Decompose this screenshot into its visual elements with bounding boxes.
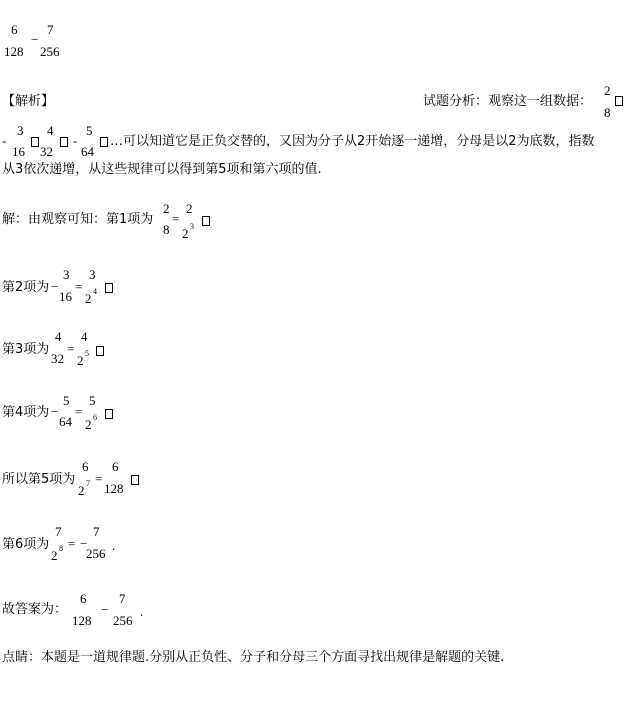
answer-denominator-1: 128 [72, 613, 92, 628]
term2-base: 2 [85, 291, 92, 306]
fraction-2-denominator: 16 [12, 144, 25, 159]
term3-label: 第3项为 [2, 342, 50, 357]
term2-equals: = [75, 279, 83, 294]
term2-label: 第2项为 [2, 280, 50, 295]
term3-exponent: 5 [85, 349, 89, 358]
middle-minus: - [73, 133, 78, 148]
term5-label: 所以第5项为 [2, 472, 76, 487]
fraction-2-numerator: 3 [17, 123, 24, 138]
fraction-4-denominator: 64 [81, 144, 94, 159]
term4-exponent: 6 [93, 413, 97, 422]
analysis-line-2: …可以知道它是正负交替的，又因为分子从2开始逐一递增，分母是以2为底数，指数 [110, 134, 595, 149]
term6-numerator-2: 7 [93, 524, 100, 539]
analysis-line-3: 从3依次递增，从这些规律可以得到第5项和第六项的值. [2, 162, 322, 177]
term2-numerator: 3 [63, 267, 70, 282]
term2-denominator: 16 [59, 289, 72, 304]
term1-numerator-2: 2 [186, 201, 193, 216]
answer-numerator-1: 6 [80, 591, 87, 606]
missing-glyph-box [100, 137, 108, 151]
term4-base: 2 [85, 417, 92, 432]
term3-base: 2 [77, 353, 84, 368]
term4-label: 第4项为 [2, 405, 50, 420]
term4-equals: = [75, 404, 83, 419]
comment-text: 点睛：本题是一道规律题.分别从正负性、分子和分母三个方面寻找出规律是解题的关键. [2, 650, 505, 665]
analysis-heading: 【解析】 [2, 94, 55, 109]
top-numerator-1: 6 [11, 22, 18, 37]
term6-base: 2 [51, 548, 58, 563]
term1-exponent: 3 [190, 222, 194, 231]
term5-numerator: 6 [82, 459, 89, 474]
top-denominator-2: 256 [40, 44, 60, 59]
answer-label: 故答案为： [2, 602, 68, 617]
term2-numerator-2: 3 [89, 267, 96, 282]
term5-base: 2 [78, 483, 85, 498]
answer-minus: − [101, 602, 109, 617]
term4-sign: − [51, 404, 59, 419]
missing-glyph-box [615, 96, 623, 110]
term1-numerator: 2 [163, 201, 170, 216]
term6-label: 第6项为 [2, 537, 50, 552]
term4-numerator-2: 5 [89, 393, 96, 408]
solution-intro: 解：由观察可知：第1项为 [2, 212, 154, 227]
term6-numerator: 7 [55, 524, 62, 539]
term1-equals: = [172, 211, 180, 226]
term2-sign: − [51, 279, 59, 294]
missing-glyph-box [60, 137, 68, 151]
term3-numerator-2: 4 [81, 329, 88, 344]
fraction-3-denominator: 32 [40, 144, 53, 159]
answer-period: . [140, 604, 144, 619]
term6-period: . [112, 538, 116, 553]
missing-glyph-box [105, 283, 113, 297]
term6-denominator-2: 256 [86, 546, 106, 561]
term6-sign: − [80, 536, 88, 551]
missing-glyph-box [131, 475, 139, 489]
term5-denominator-2: 128 [104, 481, 124, 496]
term4-denominator: 64 [59, 414, 72, 429]
top-numerator-2: 7 [47, 22, 54, 37]
term2-exponent: 4 [93, 287, 97, 296]
term6-exponent: 8 [59, 544, 63, 553]
term6-equals: = [68, 536, 76, 551]
missing-glyph-box [31, 137, 39, 151]
term1-base: 2 [182, 226, 189, 241]
term3-denominator: 32 [51, 351, 64, 366]
leading-minus: - [2, 133, 7, 148]
term3-numerator: 4 [55, 329, 62, 344]
term4-numerator: 5 [63, 393, 70, 408]
answer-numerator-2: 7 [119, 591, 126, 606]
analysis-intro-text: 试题分析：观察这一组数据： [423, 94, 593, 109]
term5-equals: = [95, 471, 103, 486]
first-fraction-denominator: 8 [604, 105, 611, 120]
missing-glyph-box [202, 216, 210, 230]
fraction-3-numerator: 4 [47, 123, 54, 138]
term1-denominator: 8 [163, 222, 170, 237]
first-fraction-numerator: 2 [604, 83, 611, 98]
term3-equals: = [67, 341, 75, 356]
missing-glyph-box [96, 346, 104, 360]
missing-glyph-box [105, 409, 113, 423]
term5-numerator-2: 6 [112, 459, 119, 474]
top-denominator-1: 128 [4, 44, 24, 59]
top-minus: − [31, 32, 39, 47]
answer-denominator-2: 256 [113, 613, 133, 628]
fraction-4-numerator: 5 [86, 123, 93, 138]
term5-exponent: 7 [86, 479, 90, 488]
